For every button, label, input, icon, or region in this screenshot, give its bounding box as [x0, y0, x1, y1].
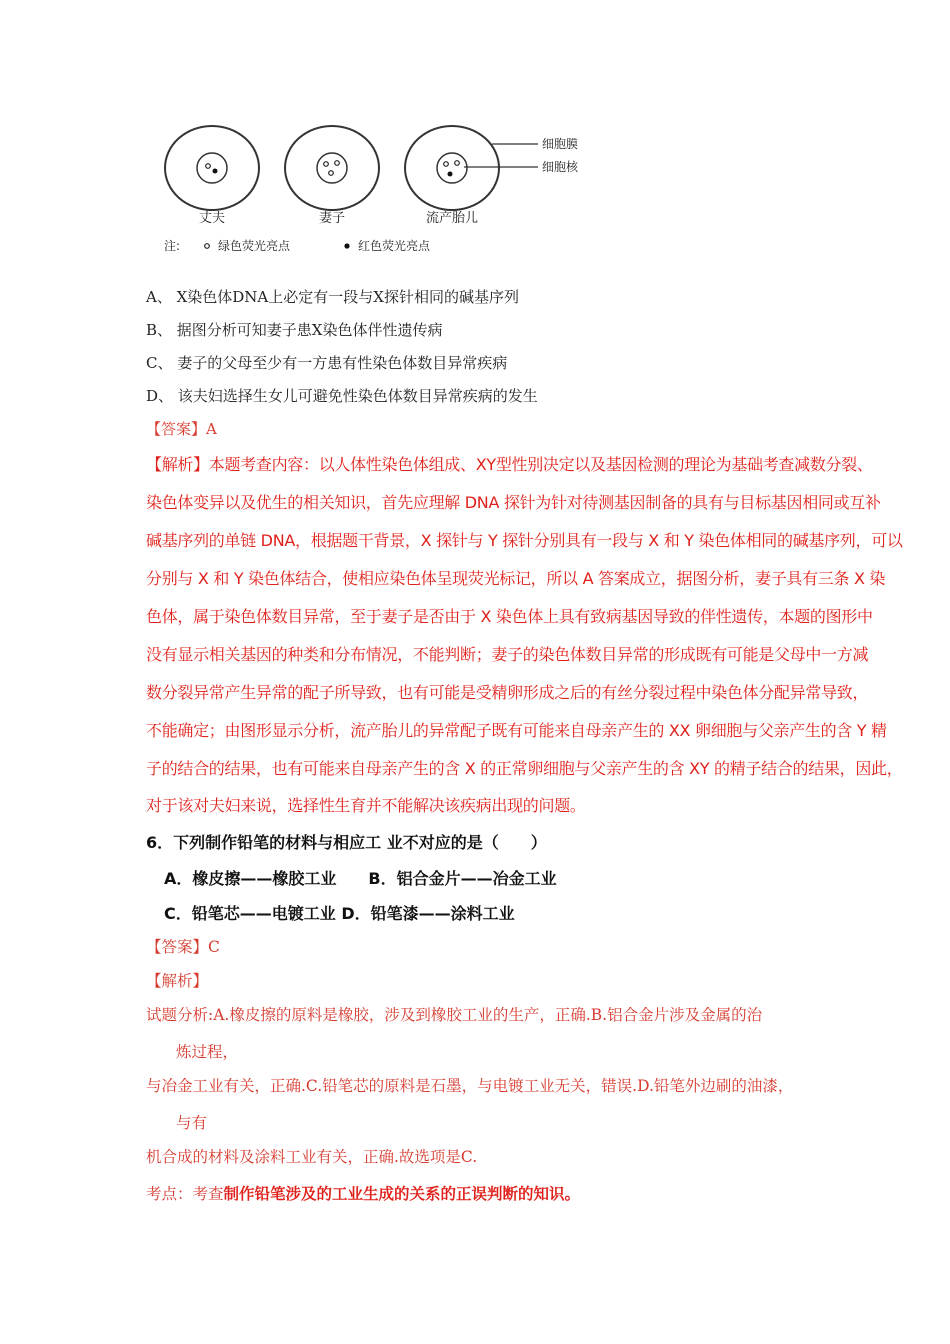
- q6-question: 6．下列制作铅笔的材料与相应工 业不对应的是（ ）: [146, 833, 547, 852]
- q6-analysis-line: 试题分析:A.橡皮擦的原料是橡胶，涉及到橡胶工业的生产，正确.B.铝合金片涉及金属的治: [146, 1006, 763, 1024]
- fetus-label: 流产胎儿: [425, 211, 479, 226]
- q5-explanation-line: 色体，属于染色体数目异常，至于妻子是否由于 X 染色体上具有致病基因导致的伴性遗传，本题的图形中: [146, 607, 873, 626]
- q5-explanation-line: 子的结合的结果，也有可能来自母亲产生的含 X 的正常卵细胞与父亲产生的含 XY 的精子结合的结果，因此，: [146, 759, 903, 778]
- q5-answer: 【答案】A: [146, 420, 217, 438]
- option-c: C、 妻子的父母至少有一方患有性染色体数目异常疾病: [146, 354, 508, 372]
- husband-cell: [165, 126, 259, 210]
- q6-analysis-line: 与有: [176, 1114, 208, 1132]
- q5-explanation-line: 对于该对夫妇来说，选择性生育并不能解决该疾病出现的问题。: [146, 796, 586, 815]
- green-dot: [206, 164, 211, 169]
- option-a: A、 X染色体DNA上必定有一段与X探针相同的碱基序列: [146, 288, 519, 306]
- q6-kaodian: [146, 1182, 580, 1204]
- q5-explanation-line: 染色体变异以及优生的相关知识，首先应理解 DNA 探针为针对待测基因制备的具有与目标基因相同或互补: [146, 493, 881, 512]
- q6-analysis-line: 与冶金工业有关，正确.C.铅笔芯的原料是石墨，与电镀工业无关，错误.D.铅笔外边刷的油漆，: [146, 1077, 794, 1095]
- legend-red-icon: [344, 243, 349, 248]
- kaodian-label: 考点：考查: [146, 1185, 224, 1203]
- q5-explanation-line: 【解析】本题考查内容：以人体性染色体组成、XY型性别决定以及基因检测的理论为基础考查减数分裂、: [146, 455, 873, 474]
- legend-prefix: 注:: [164, 239, 181, 253]
- nucleus-label: 细胞核: [542, 160, 579, 174]
- red-dot: [213, 169, 218, 174]
- green-dot: [444, 162, 449, 167]
- q6-choices-row1: A．橡皮擦——橡胶工业 B．铝合金片——冶金工业: [164, 869, 557, 888]
- legend-red-label: 红色荧光亮点: [358, 239, 431, 253]
- green-dot: [455, 161, 460, 166]
- green-dot: [335, 161, 340, 166]
- q5-explanation-line: 不能确定；由图形显示分析，流产胎儿的异常配子既有可能来自母亲产生的 XX 卵细胞与父亲产生的含 Y 精: [146, 721, 887, 740]
- q5-explanation-line: 碱基序列的单链 DNA，根据题干背景，X 探针与 Y 探针分别具有一段与 X 和 Y 染色体相同的碱基序列，可以: [146, 531, 903, 550]
- cell-figure: [152, 110, 592, 260]
- wife-cell: [285, 126, 379, 210]
- wife-label: 妻子: [318, 211, 346, 226]
- green-dot: [329, 171, 334, 176]
- kaodian-text: 制作铅笔涉及的工业生成的关系的正误判断的知识。: [223, 1185, 581, 1203]
- q5-explanation-line: 分别与 X 和 Y 染色体结合，使相应染色体呈现荧光标记，所以 A 答案成立，据图分析，妻子具有三条 X 染: [146, 569, 886, 588]
- red-dot: [448, 172, 453, 177]
- q6-answer: 【答案】C: [146, 938, 220, 956]
- q6-analysis-line: 机合成的材料及涂料工业有关，正确.故选项是C.: [146, 1148, 478, 1166]
- option-d: D、 该夫妇选择生女儿可避免性染色体数目异常疾病的发生: [146, 387, 538, 405]
- husband-label: 丈夫: [198, 211, 226, 226]
- q5-explanation-line: 数分裂异常产生异常的配子所导致，也有可能是受精卵形成之后的有丝分裂过程中染色体分配异常导致，: [146, 683, 869, 702]
- q6-choices-row2: C．铅笔芯——电镀工业 D．铅笔漆——涂料工业: [164, 904, 515, 923]
- membrane-label: 细胞膜: [542, 137, 579, 151]
- q6-analysis-line: 炼过程，: [176, 1043, 239, 1061]
- green-dot: [324, 162, 329, 167]
- option-b: B、 据图分析可知妻子患X染色体伴性遗传病: [146, 321, 443, 339]
- legend-green-label: 绿色荧光亮点: [218, 239, 291, 253]
- fetus-cell: [405, 126, 499, 210]
- legend-green-icon: [205, 244, 210, 249]
- q6-explanation-label: 【解析】: [146, 972, 209, 990]
- q5-explanation-line: 没有显示相关基因的种类和分布情况，不能判断；妻子的染色体数目异常的形成既有可能是父母中一方减: [146, 645, 869, 664]
